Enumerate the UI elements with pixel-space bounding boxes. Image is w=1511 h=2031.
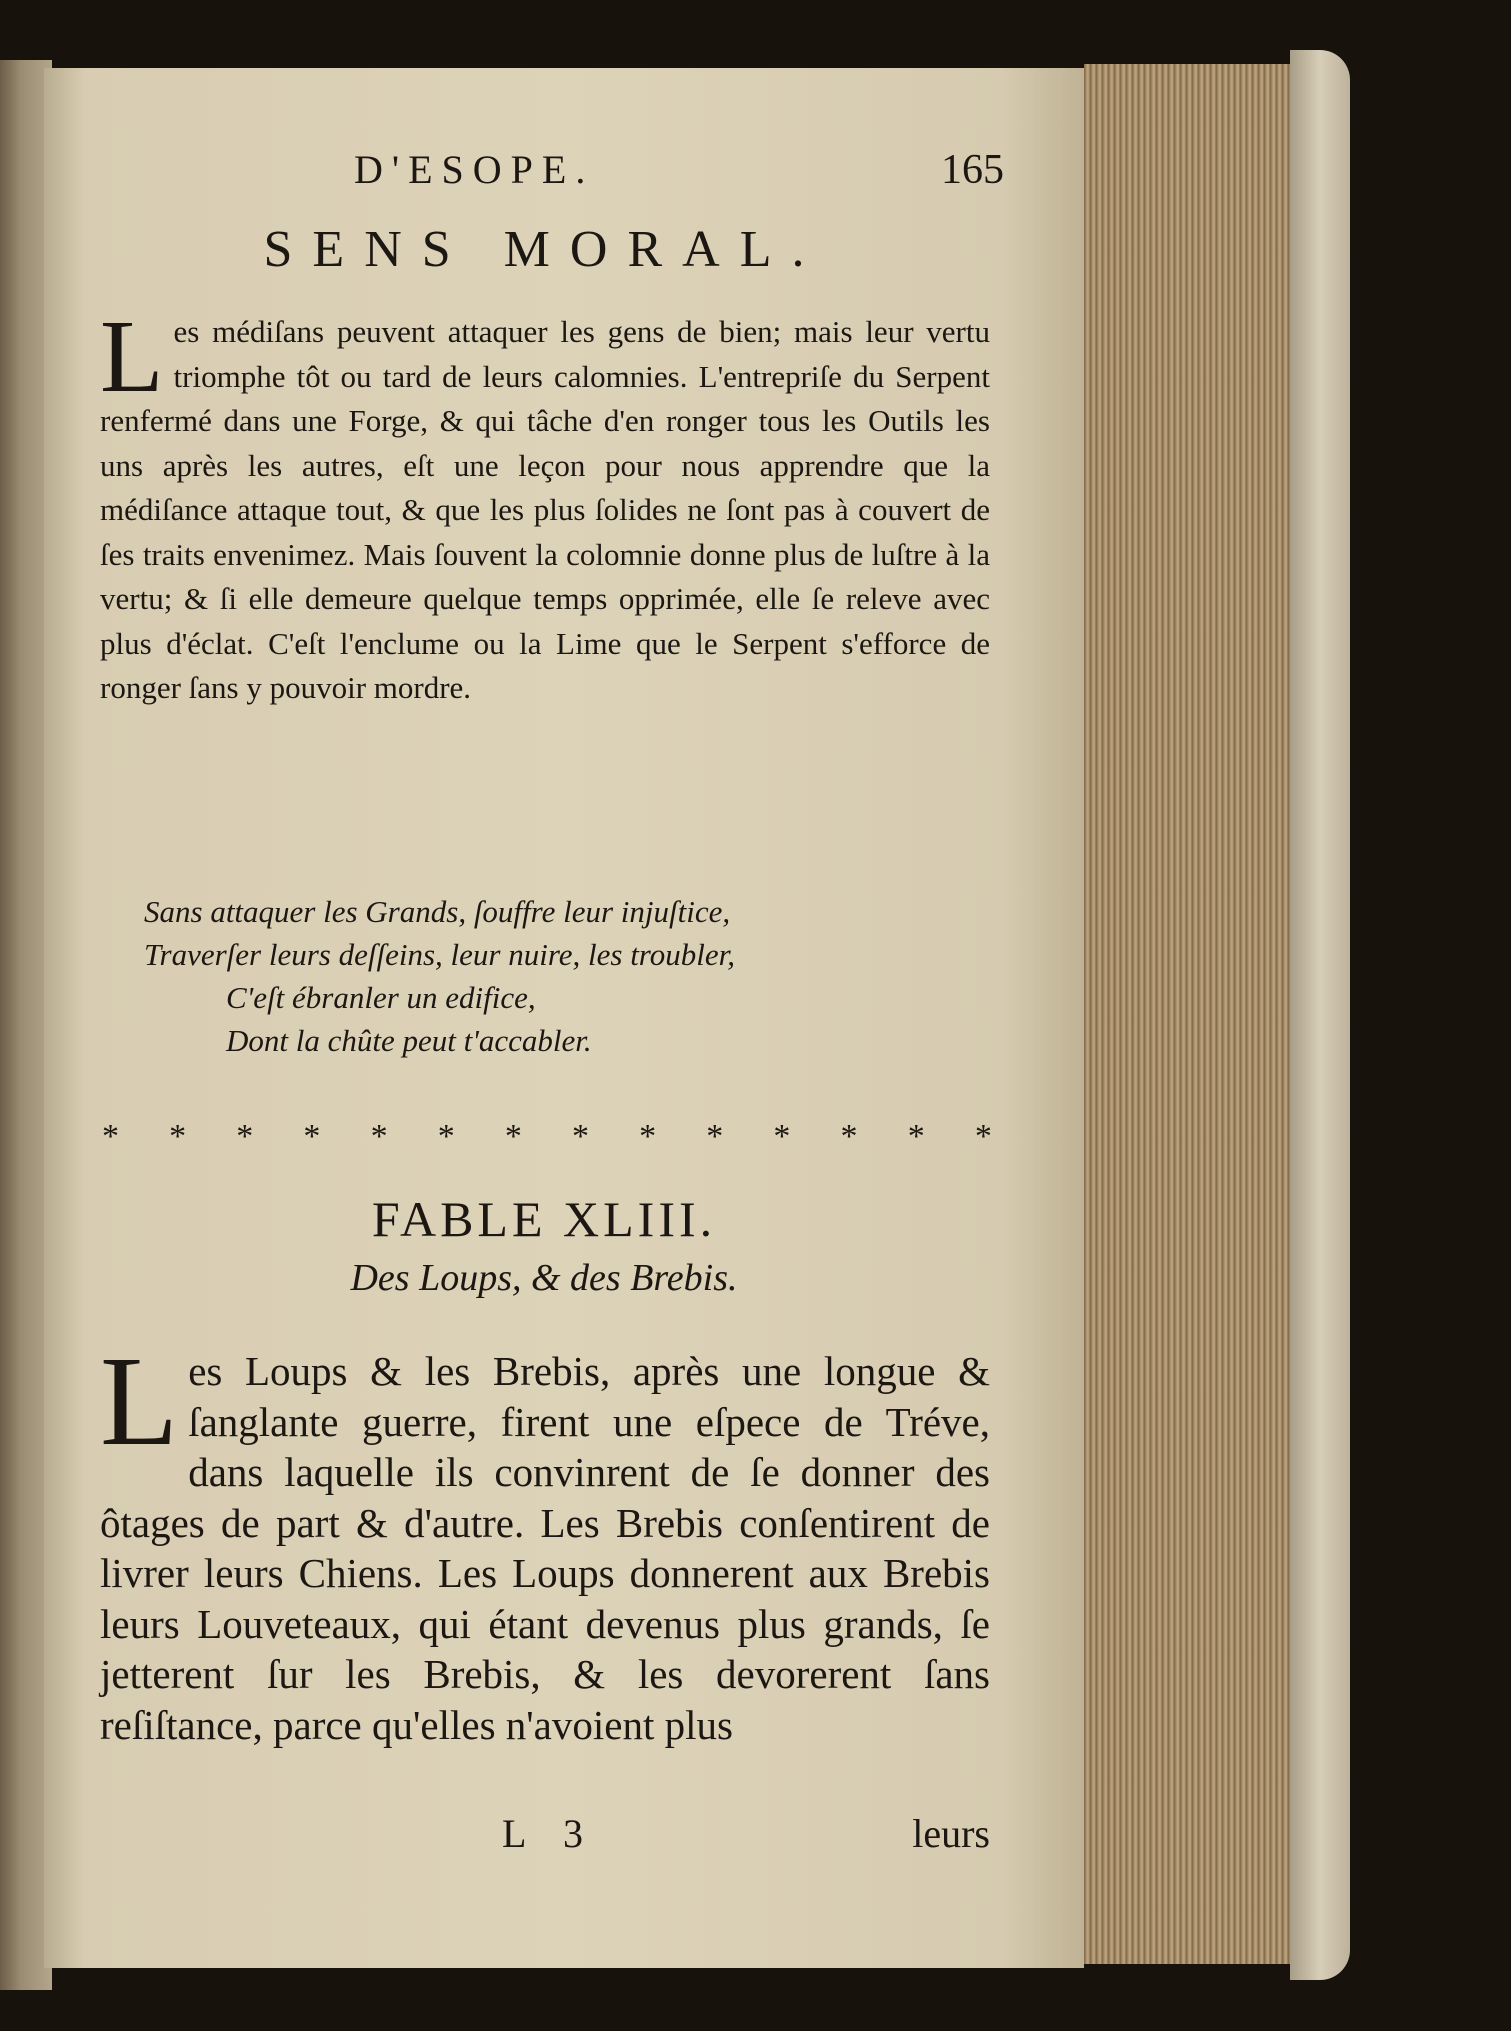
- asterisk: *: [303, 1118, 321, 1155]
- asterisk: *: [236, 1118, 254, 1155]
- moral-dropcap: L: [100, 299, 164, 414]
- page-footer: [100, 1810, 990, 1860]
- fable-text: es Loups & les Brebis, après une longue & ſanglante guerre, firent une eſpece de Tréve, dans laquelle ils convinrent de ſe donner des ôtages de part & d'autre. Les Brebis conſentirent de livrer leurs Chiens. Les Loups donnerent aux Brebis leurs Louveteaux, qui étant devenus plus grands, ſe jetterent ſur les Brebis, & les devorerent ſans reſiſtance, parce qu'elles n'avoient plus: [100, 1348, 990, 1748]
- asterisk: *: [571, 1118, 589, 1155]
- asterisk: *: [974, 1118, 992, 1155]
- moral-heading: SENS MORAL.: [263, 221, 825, 278]
- asterisk: *: [840, 1118, 858, 1155]
- asterisk: *: [504, 1118, 522, 1155]
- asterisk: *: [773, 1118, 791, 1155]
- verse-line: C'eſt ébranler un edifice,: [226, 980, 536, 1015]
- verse-line: Dont la chûte peut t'accabler.: [226, 1023, 592, 1058]
- moral-text: es médiſans peuvent attaquer les gens de bien; mais leur vertu triomphe tôt ou tard de leurs calomnies. L'entrepriſe du Serpent renfermé dans une Forge, & qui tâche d'en ronger tous les Outils les uns après les autres, eſt une leçon pour nous apprendre que la médiſance attaque tout, & que les plus ſolides ne ſont pas à couvert de ſes traits envenimez. Mais ſouvent la colomnie donne plus de luſtre à la vertu; & ſi elle demeure quelque temps opprimée, elle ſe releve avec plus d'éclat. C'eſt l'enclume ou la Lime que le Serpent s'efforce de ronger ſans y pouvoir mordre.: [100, 314, 990, 705]
- catchword: leurs: [912, 1811, 990, 1856]
- asterisk: *: [370, 1118, 388, 1155]
- book-cover: [1290, 50, 1350, 1980]
- asterisk: *: [169, 1118, 187, 1155]
- asterisk-divider: [102, 1118, 992, 1156]
- running-head: [44, 146, 1004, 206]
- asterisk: *: [102, 1118, 119, 1155]
- asterisk: *: [706, 1118, 724, 1155]
- signature-mark: L 3: [502, 1811, 597, 1856]
- verse-line: Sans attaquer les Grands, ſouffre leur injuſtice,: [144, 894, 731, 929]
- fable-paragraph: [100, 1330, 990, 1750]
- asterisk: *: [437, 1118, 455, 1155]
- fable-title: FABLE XLIII.: [371, 1191, 717, 1247]
- moral-paragraph: [100, 299, 990, 711]
- fable-dropcap: L: [100, 1330, 179, 1472]
- fable-subtitle: Des Loups, & des Brebis.: [350, 1257, 738, 1299]
- asterisk: *: [639, 1118, 657, 1155]
- asterisk: *: [907, 1118, 925, 1155]
- book-page: [44, 68, 1084, 1968]
- page-edges: [1084, 64, 1304, 1964]
- page-number: 165: [941, 147, 1004, 193]
- verse-block: [144, 890, 735, 1062]
- running-head-title: D'ESOPE.: [354, 147, 595, 192]
- verse-line: Traverſer leurs deſſeins, leur nuire, les troubler,: [144, 937, 735, 972]
